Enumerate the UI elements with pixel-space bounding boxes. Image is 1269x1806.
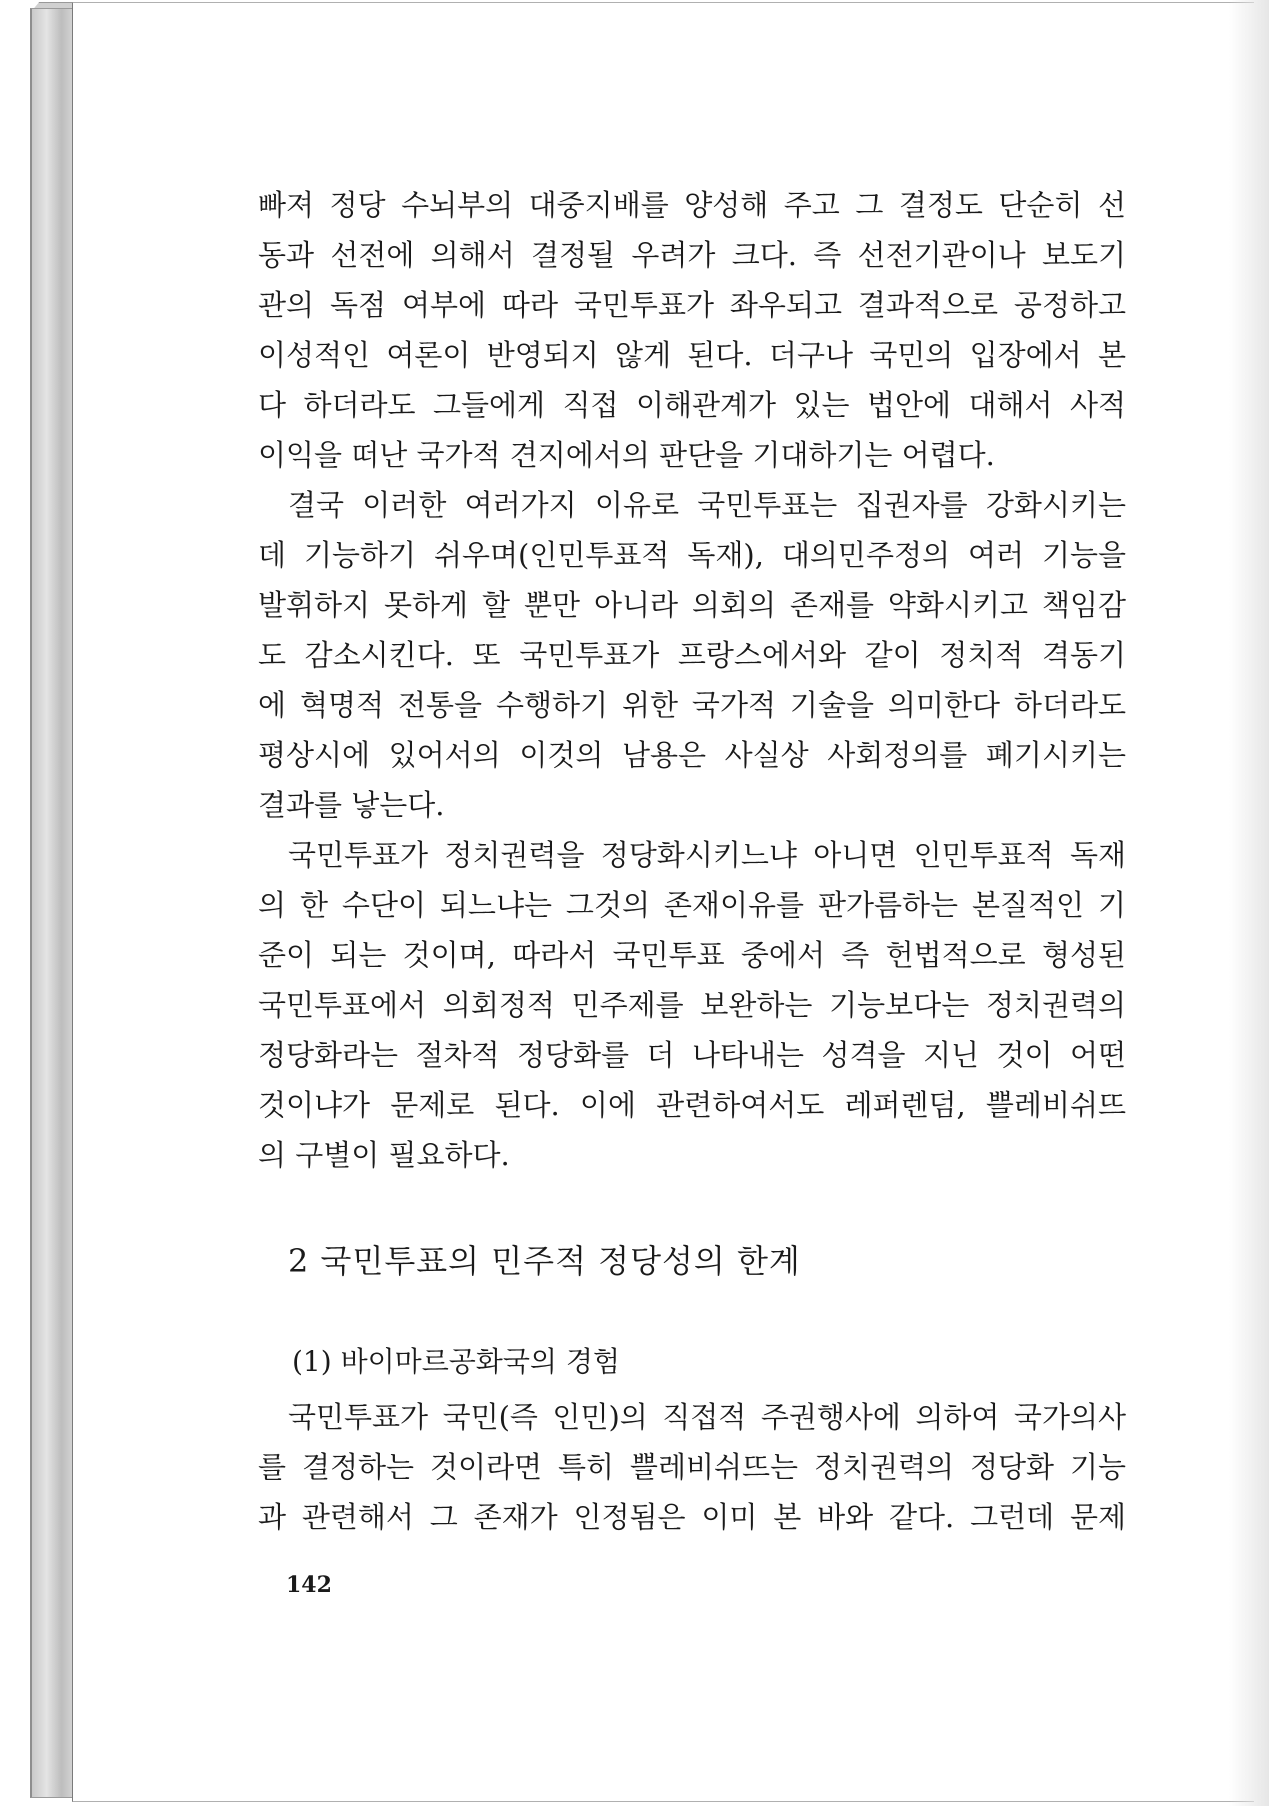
subsection-heading: (1) 바이마르공화국의 경험 (292, 1345, 620, 1378)
text-line: 이성적인 여론이 반영되지 않게 된다. 더구나 국민의 입장에서 본 (258, 338, 1126, 372)
text-line: 국민투표가 정치권력을 정당화시키느냐 아니면 인민투표적 독재 (288, 838, 1126, 872)
text-line: 의 한 수단이 되느냐는 그것의 존재이유를 판가름하는 본질적인 기 (258, 888, 1126, 922)
text-line: 관의 독점 여부에 따라 국민투표가 좌우되고 결과적으로 공정하고 (258, 288, 1126, 322)
body-text-top (258, 180, 1126, 1180)
text-line: 국민투표가 국민(즉 인민)의 직접적 주권행사에 의하여 국가의사 (288, 1400, 1126, 1434)
text-line: 과 관련해서 그 존재가 인정됨은 이미 본 바와 같다. 그런데 문제 (258, 1500, 1126, 1534)
text-line: 빠져 정당 수뇌부의 대중지배를 양성해 주고 그 결정도 단순히 선 (258, 188, 1126, 222)
section-heading: 2 국민투표의 민주적 정당성의 한계 (288, 1242, 801, 1280)
text-line: 데 기능하기 쉬우며(인민투표적 독재), 대의민주정의 여러 기능을 (258, 538, 1126, 572)
book-spine (30, 8, 74, 1798)
text-line: 것이냐가 문제로 된다. 이에 관련하여서도 레퍼렌덤, 쁠레비쉬뜨 (258, 1088, 1126, 1122)
text-line: 국민투표에서 의회정적 민주제를 보완하는 기능보다는 정치권력의 (258, 988, 1126, 1022)
text-line: 도 감소시킨다. 또 국민투표가 프랑스에서와 같이 정치적 격동기 (258, 638, 1126, 672)
text-line: 에 혁명적 전통을 수행하기 위한 국가적 기술을 의미한다 하더라도 (258, 688, 1126, 722)
text-line: 동과 선전에 의해서 결정될 우려가 크다. 즉 선전기관이나 보도기 (258, 238, 1126, 272)
text-line: 결국 이러한 여러가지 이유로 국민투표는 집권자를 강화시키는 (288, 488, 1126, 522)
text-line: 의 구별이 필요하다. (258, 1138, 510, 1172)
text-line: 다 하더라도 그들에게 직접 이해관계가 있는 법안에 대해서 사적 (258, 388, 1126, 422)
text-line: 정당화라는 절차적 정당화를 더 나타내는 성격을 지닌 것이 어떤 (258, 1038, 1126, 1072)
body-text-bottom (258, 1392, 1126, 1542)
page-edge-shadow (1229, 0, 1269, 1806)
text-line: 준이 되는 것이며, 따라서 국민투표 중에서 즉 헌법적으로 형성된 (258, 938, 1126, 972)
text-line: 발휘하지 못하게 할 뿐만 아니라 의회의 존재를 약화시키고 책임감 (258, 588, 1126, 622)
text-line: 를 결정하는 것이라면 특히 쁠레비쉬뜨는 정치권력의 정당화 기능 (258, 1450, 1126, 1484)
page-number: 142 (286, 1572, 332, 1598)
text-line: 평상시에 있어서의 이것의 남용은 사실상 사회정의를 폐기시키는 (258, 738, 1126, 772)
text-line: 결과를 낳는다. (258, 788, 445, 822)
text-line: 이익을 떠난 국가적 견지에서의 판단을 기대하기는 어렵다. (258, 438, 995, 472)
